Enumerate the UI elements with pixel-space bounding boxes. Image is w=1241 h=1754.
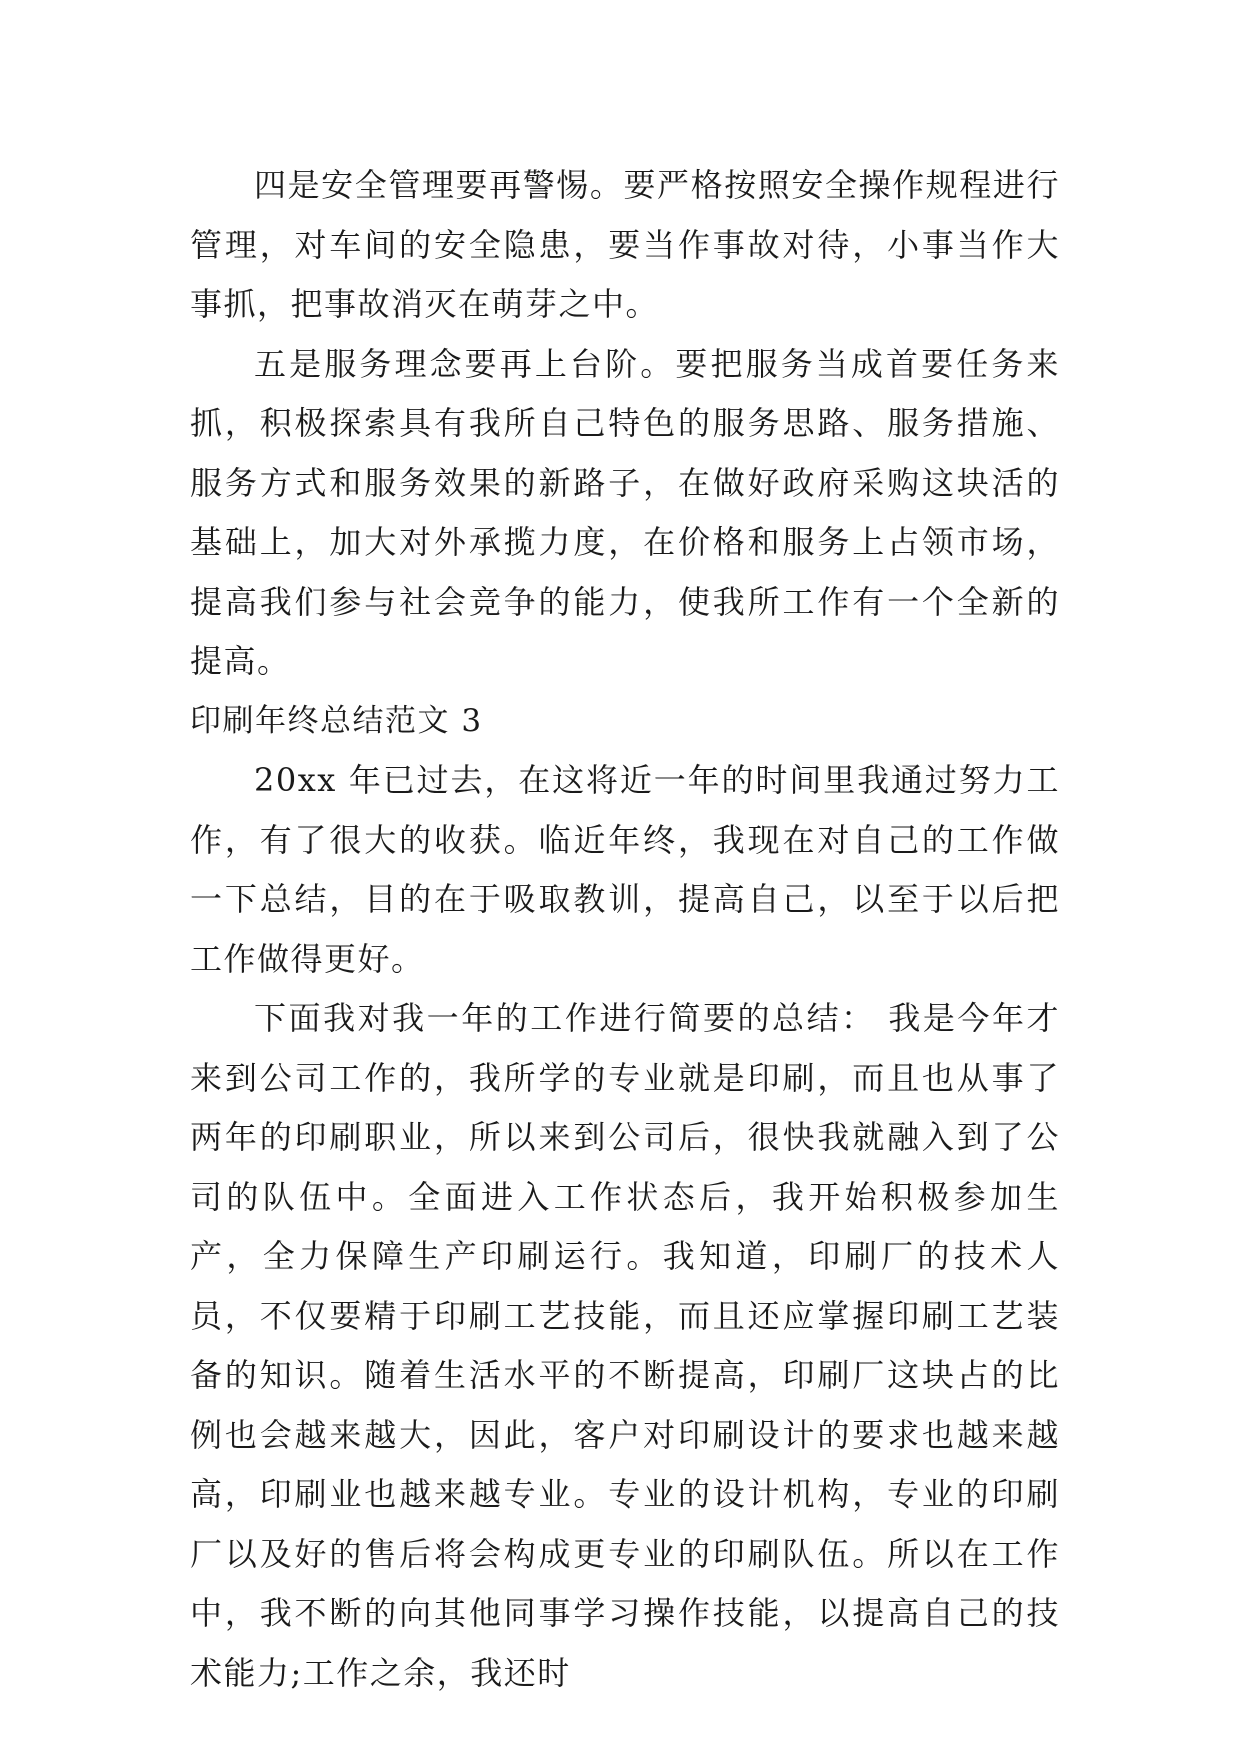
paragraph-year-review: 20xx 年已过去，在这将近一年的时间里我通过努力工作，有了很大的收获。临近年终，我现在对自己的工作做一下总结，目的在于吸取教训，提高自己，以至于以后把工作做得更好。: [190, 761, 1060, 978]
paragraph-safety-management: 四是安全管理要再警惕。要严格按照安全操作规程进行管理，对车间的安全隐患，要当作事故对待，小事当作大事抓，把事故消灭在萌芽之中。: [190, 166, 1060, 323]
document-body: [190, 156, 1060, 1703]
section-title: 印刷年终总结范文 3: [190, 702, 483, 739]
paragraph-service-concept: 五是服务理念要再上台阶。要把服务当成首要任务来抓，积极探索具有我所自己特色的服务思路、服务措施、服务方式和服务效果的新路子，在做好政府采购这块活的基础上，加大对外承揽力度，在价格和服务上占领市场，提高我们参与社会竞争的能力，使我所工作有一个全新的提高。: [190, 344, 1060, 680]
paragraph-work-summary: 下面我对我一年的工作进行简要的总结： 我是今年才来到公司工作的，我所学的专业就是印刷，而且也从事了两年的印刷职业，所以来到公司后，很快我就融入到了公司的队伍中。全面进入工作状态后，我开始积极参加生产，全力保障生产印刷运行。我知道，印刷厂的技术人员，不仅要精于印刷工艺技能，而且还应掌握印刷工艺装备的知识。随着生活水平的不断提高，印刷厂这块占的比例也会越来越大，因此，客户对印刷设计的要求也越来越高，印刷业也越来越专业。专业的设计机构，专业的印刷厂以及好的售后将会构成更专业的印刷队伍。所以在工作中，我不断的向其他同事学习操作技能，以提高自己的技术能力;工作之余，我还时: [190, 999, 1060, 1692]
